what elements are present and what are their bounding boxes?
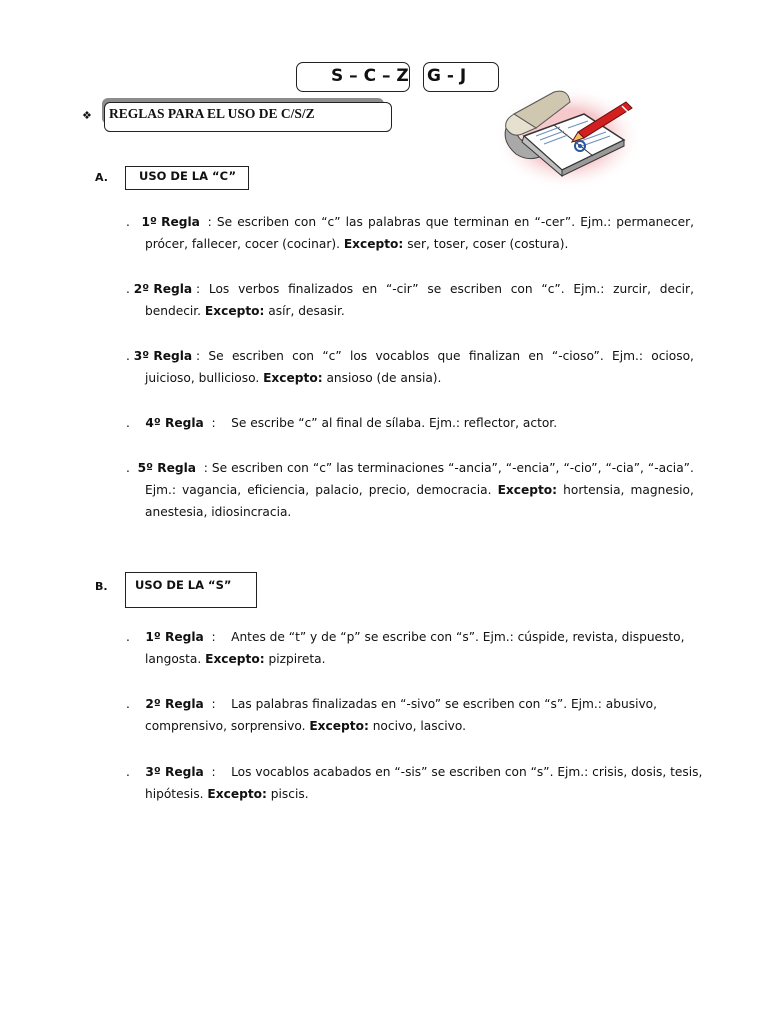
- rule-text: .: [126, 416, 130, 430]
- exception-label: Excepto:: [205, 652, 265, 666]
- rule-text: langosta.: [145, 652, 202, 666]
- rule-word: finalizados: [288, 282, 354, 296]
- rule-word: en: [528, 349, 544, 363]
- rule-word: “-cio”,: [563, 461, 602, 475]
- rule-s-3-line-1: . 3º Regla : Los vocablos acabados en “-sis” se escriben con “s”. Ejm.: crisis, dosis, tesis,: [126, 765, 703, 779]
- rule-text: Las palabras finalizadas en “-sivo” se escriben con “s”. Ejm.: abusivo,: [231, 697, 657, 711]
- exception-label: Excepto:: [207, 787, 267, 801]
- rule-word: “-cir”: [385, 282, 419, 296]
- rule-text: Antes de “t” y de “p” se escribe con “s”. Ejm.: cúspide, revista, dispuesto,: [231, 630, 685, 644]
- rule-word: escriben: [231, 349, 284, 363]
- rule-word: con: [287, 461, 309, 475]
- rule-word: escriben: [237, 215, 290, 229]
- rule-number: 1º Regla: [145, 630, 204, 644]
- rule-text: Los vocablos acabados en “-sis” se escriben con “s”. Ejm.: crisis, dosis, tesis,: [231, 765, 703, 779]
- rule-text: nocivo, lascivo.: [372, 719, 467, 733]
- section-heading-s-label: USO DE LA “S”: [135, 578, 232, 592]
- rule-c-2-line-1: . 2º Regla : Los verbos finalizados en “-cir” se escriben con “c”. Ejm.: zurcir, decir,: [126, 278, 694, 300]
- rule-word: Se: [208, 349, 224, 363]
- rule-text: ansioso (de ansia).: [326, 371, 442, 385]
- rule-number: 3º Regla: [133, 349, 193, 363]
- rule-number: 4º Regla: [145, 416, 204, 430]
- rule-word: escriben: [231, 461, 283, 475]
- rule-word: zurcir,: [613, 282, 651, 296]
- rule-c-3-line-1: . 3º Regla : Se escriben con “c” los vocablos que finalizan en “-cioso”. Ejm.: ocioso,: [126, 345, 694, 367]
- rule-word: que: [437, 349, 461, 363]
- rule-c-5-line-1: . 5º Regla : Se escriben con “c” las terminaciones “-ancia”, “-encia”, “-cio”, “-cia”, “-acia”.: [126, 457, 694, 479]
- rule-word: escriben: [450, 282, 502, 296]
- rule-s-1: [126, 626, 694, 670]
- rule-s-3: [126, 761, 703, 805]
- rule-number: 1º Regla: [141, 215, 200, 229]
- section-letter-a: A.: [95, 171, 108, 184]
- exception-label: Excepto:: [497, 483, 558, 497]
- rule-word: “c”: [312, 461, 333, 475]
- rule-word: las: [336, 461, 354, 475]
- rules-header-label: REGLAS PARA EL USO DE C/S/Z: [109, 106, 315, 121]
- rule-c-3: [126, 345, 694, 389]
- title-box-2: [423, 62, 499, 92]
- title-part-1: S – C – Z: [331, 66, 409, 86]
- rule-word: vagancia,: [182, 483, 242, 497]
- rule-word: “-ancia”,: [448, 461, 502, 475]
- rule-c-2-line-2: [126, 300, 694, 322]
- rule-text: Ejm.:: [145, 483, 176, 497]
- rule-word: palacio,: [315, 483, 363, 497]
- rule-text: .: [126, 215, 130, 229]
- rule-word: Los: [208, 282, 230, 296]
- rule-c-4: . 4º Regla : Se escribe “c” al final de sílaba. Ejm.: reflector, actor.: [126, 416, 558, 430]
- rule-word: democracia.: [416, 483, 492, 497]
- rule-word: los: [349, 349, 368, 363]
- exception-label: Excepto:: [204, 304, 265, 318]
- book-pen-icon: [492, 84, 644, 192]
- exception-label: Excepto:: [343, 237, 404, 251]
- rule-word: “-encia”,: [505, 461, 560, 475]
- rule-text: hipótesis.: [145, 787, 204, 801]
- rule-text: asír, desasir.: [268, 304, 345, 318]
- rule-word: “-cia”,: [605, 461, 644, 475]
- rule-word: las: [345, 215, 363, 229]
- rule-word: con: [294, 215, 317, 229]
- rule-word: que: [425, 215, 449, 229]
- rule-text: pizpireta.: [268, 652, 326, 666]
- rule-word: decir,: [659, 282, 694, 296]
- diamond-bullet-icon: ❖: [82, 109, 92, 122]
- rule-word: en: [361, 282, 378, 296]
- rule-c-1: [126, 211, 694, 255]
- rule-text: piscis.: [270, 787, 309, 801]
- section-heading-c: [125, 166, 249, 190]
- rule-word: en: [514, 215, 530, 229]
- rule-word: palabras: [367, 215, 421, 229]
- rule-c-4-text: Se escribe “c” al final de sílaba. Ejm.: reflector, actor.: [231, 416, 558, 430]
- section-heading-c-label: USO DE LA “C”: [139, 169, 237, 183]
- rule-c-1-line-2: [126, 233, 694, 255]
- rule-text: .: [126, 282, 130, 296]
- rule-word: precio,: [368, 483, 411, 497]
- title-part-2: G - J: [427, 66, 467, 86]
- rule-word: vocablos: [375, 349, 430, 363]
- rule-c-1-line-1: . 1º Regla : Se escriben con “c” las palabras que terminan en “-cer”. Ejm.: permanecer,: [126, 211, 694, 233]
- rule-word: se: [427, 282, 442, 296]
- rule-text: juicioso, bullicioso.: [145, 371, 260, 385]
- exception-label: Excepto:: [263, 371, 323, 385]
- rule-word: “-cioso”.: [551, 349, 604, 363]
- rule-text: .: [126, 765, 130, 779]
- rule-word: Ejm.:: [580, 215, 612, 229]
- title-box-1: [296, 62, 410, 92]
- rule-number: 2º Regla: [145, 697, 204, 711]
- rule-text: .: [126, 349, 130, 363]
- rule-word: Ejm.:: [573, 282, 605, 296]
- rule-s-1-line-2: [126, 648, 694, 670]
- rule-word: Se: [216, 215, 233, 229]
- rule-c-5: [126, 457, 694, 523]
- rule-text: ser, toser, coser (costura).: [407, 237, 569, 251]
- section-heading-s: [125, 572, 257, 608]
- exception-label: Excepto:: [309, 719, 369, 733]
- rule-c-3-line-2: [126, 367, 694, 389]
- rule-number: 2º Regla: [133, 282, 193, 296]
- rules-header: [104, 102, 392, 132]
- rule-s-3-line-2: [126, 783, 694, 805]
- rule-word: “-cer”.: [534, 215, 576, 229]
- rule-word: permanecer,: [616, 215, 694, 229]
- rule-c-5-line-3: anestesia, idiosincracia.: [145, 505, 292, 519]
- rule-word: “-acia”.: [647, 461, 694, 475]
- rule-c-5-line-2: [126, 479, 694, 501]
- rule-word: terminaciones: [357, 461, 445, 475]
- rule-s-2: [126, 693, 694, 737]
- rule-word: con: [292, 349, 315, 363]
- rule-word: magnesio,: [630, 483, 694, 497]
- rule-text: .: [126, 630, 130, 644]
- rule-word: “c”: [321, 215, 341, 229]
- rule-word: Ejm.:: [612, 349, 643, 363]
- rule-word: “c”: [322, 349, 342, 363]
- rule-s-1-line-1: . 1º Regla : Antes de “t” y de “p” se escribe con “s”. Ejm.: cúspide, revista, dispuesto,: [126, 630, 685, 644]
- rule-word: terminan: [453, 215, 510, 229]
- rule-word: finalizan: [468, 349, 521, 363]
- rule-s-2-line-2: [126, 715, 694, 737]
- rule-text: comprensivo, sorprensivo.: [145, 719, 306, 733]
- rule-number: 3º Regla: [145, 765, 204, 779]
- section-letter-b: B.: [95, 580, 108, 593]
- rule-s-2-line-1: . 2º Regla : Las palabras finalizadas en “-sivo” se escriben con “s”. Ejm.: abusivo,: [126, 697, 657, 711]
- rule-word: verbos: [238, 282, 280, 296]
- rule-word: “c”.: [541, 282, 565, 296]
- rule-word: ocioso,: [651, 349, 694, 363]
- rule-text: bendecir.: [145, 304, 202, 318]
- rule-text: .: [126, 461, 130, 475]
- rule-word: eficiencia,: [247, 483, 310, 497]
- rule-word: con: [510, 282, 533, 296]
- rule-c-2: [126, 278, 694, 322]
- rule-word: Se: [211, 461, 228, 475]
- rule-text: prócer, fallecer, cocer (cocinar).: [145, 237, 340, 251]
- rule-word: hortensia,: [563, 483, 625, 497]
- rule-number: 5º Regla: [137, 461, 196, 475]
- rule-text: .: [126, 697, 130, 711]
